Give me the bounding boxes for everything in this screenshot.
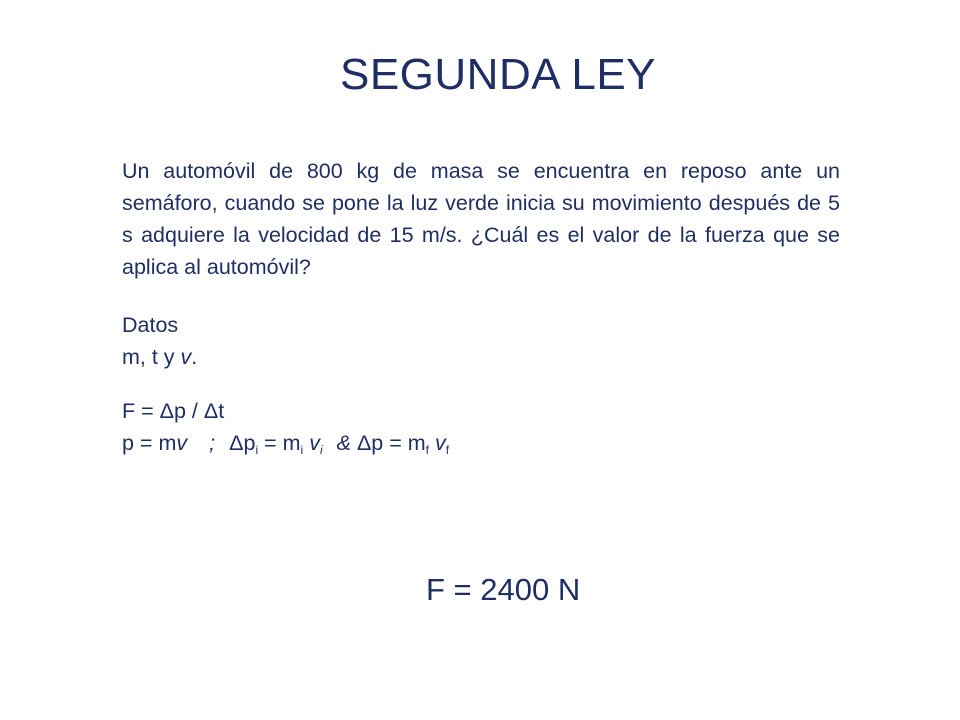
subscript-f: f [445,443,450,457]
datos-variables [122,341,840,373]
p-eq-m: p = m [122,431,177,455]
v-initial: v [309,431,320,455]
subscript-i: i [255,443,259,457]
semicolon: ; [209,431,216,455]
v-symbol: v [176,431,188,455]
datos-suffix: . [191,345,198,369]
result-answer: F = 2400 N [426,572,581,607]
formula-momentum [122,427,840,466]
delta-p: Δp [229,431,256,455]
datos-heading: Datos [122,313,179,337]
subscript-i: i [319,443,323,457]
eq-m: = m [258,431,301,455]
spacer [122,373,840,395]
slide-title: SEGUNDA LEY [339,50,657,99]
slide-body [122,155,840,466]
delta-p-final: Δp = m [356,431,426,455]
problem-statement: Un automóvil de 800 kg de masa se encuentra en reposo ante un semáforo, cuando se pone la luz verde inicia su movimiento después de 5 s adquiere la velocidad de 15 m/s. ¿Cuál es el valor de la fuerza que se aplica al automóvil? [122,159,840,279]
ampersand: & [336,431,351,455]
spacer [122,283,840,309]
formula-force: F = Δp / Δt [122,399,225,423]
datos-prefix: m, t y [122,345,181,369]
subscript-i: i [300,443,304,457]
subscript-f: f [425,443,430,457]
v-final: v [435,431,446,455]
datos-v: v [180,345,192,369]
